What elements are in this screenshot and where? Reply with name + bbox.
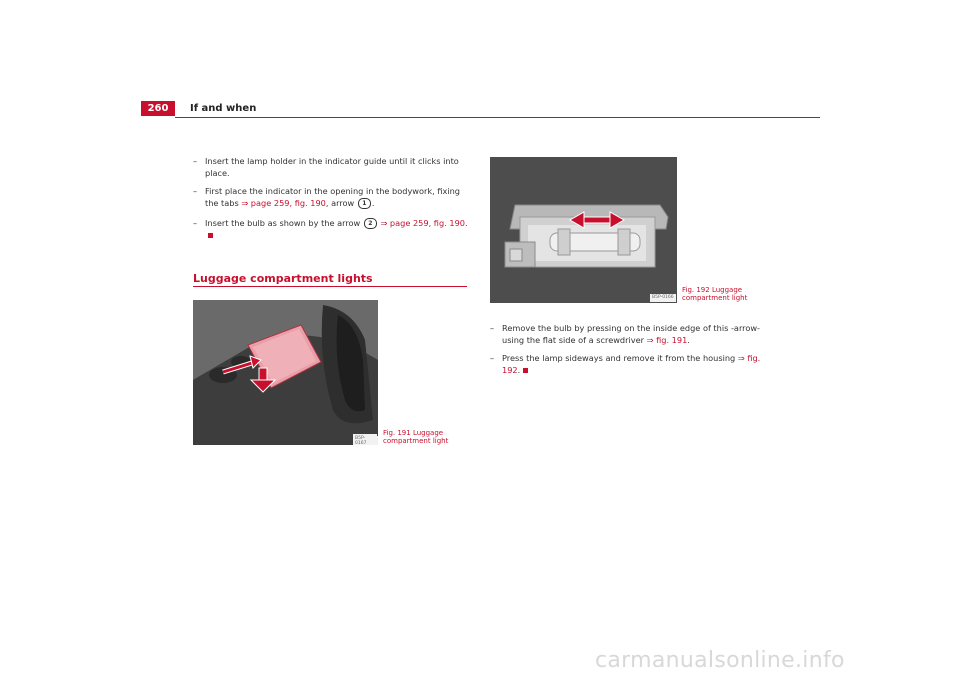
figure-191-caption: [383, 429, 473, 445]
step-text: [205, 217, 469, 241]
step-dash: –: [193, 218, 198, 228]
header-rule: [175, 117, 820, 118]
figure-ref-link[interactable]: ⇒ fig. 191: [646, 335, 688, 345]
step-text-part: , arrow: [325, 198, 357, 208]
caption-line: Fig. 192 Luggage: [682, 286, 743, 294]
step-text-part: .: [517, 365, 521, 375]
step-place-indicator: [193, 185, 469, 211]
page-ref-link[interactable]: ⇒ page 259, fig. 190: [380, 218, 465, 228]
figure-code: B5P-0167: [353, 436, 378, 445]
step-text-part: Insert the bulb as shown by the arrow: [205, 218, 363, 228]
step-dash: –: [490, 353, 495, 363]
callout-marker: 1: [358, 198, 371, 209]
step-text: [205, 185, 469, 209]
luggage-light-illustration: [193, 300, 378, 445]
page-ref-link[interactable]: ⇒ page 259, fig. 190: [241, 198, 326, 208]
step-text: Insert the lamp holder in the indicator guide until it clicks into place.: [205, 156, 459, 178]
figure-code: B5P-0166: [652, 295, 674, 300]
figure-192-image: [490, 157, 677, 303]
step-dash: –: [490, 323, 495, 333]
step-text-part: First place the indicator in the opening in the bodywork, fixing the tabs: [205, 186, 460, 208]
step-text-part: Remove the bulb by pressing on the inside edge of this -arrow- using the flat side of a screwdriver: [502, 323, 761, 345]
page-number: 260: [141, 101, 175, 116]
step-insert-lamp-holder: [193, 155, 469, 181]
step-text: [502, 322, 775, 346]
figure-192-caption: [682, 286, 772, 302]
watermark: carmanualsonline.info: [595, 648, 845, 673]
figure-191-image: [193, 300, 378, 445]
figure-ref-link[interactable]: ⇒ fig. 192: [502, 353, 761, 375]
caption-line: compartment light: [682, 294, 748, 302]
step-text-part: .: [687, 335, 690, 345]
step-dash: –: [193, 156, 198, 166]
section-rule: [193, 286, 467, 287]
step-text-part: .: [371, 198, 375, 208]
end-of-section-icon: [208, 233, 213, 238]
step-press-lamp-sideways: [490, 352, 775, 378]
step-text-part: .: [465, 218, 468, 228]
step-dash: –: [193, 186, 198, 196]
caption-line: Fig. 191 Luggage: [383, 429, 444, 437]
header-title: If and when: [190, 103, 257, 114]
caption-line: compartment light: [383, 437, 449, 445]
step-text-part: Press the lamp sideways and remove it from the housing: [502, 353, 738, 363]
callout-marker: 2: [364, 218, 377, 229]
end-of-section-icon: [523, 368, 528, 373]
lamp-housing-illustration: [490, 157, 677, 303]
section-title: Luggage compartment lights: [193, 272, 373, 285]
step-remove-bulb: [490, 322, 775, 348]
step-insert-bulb: [193, 217, 469, 243]
step-text: [502, 352, 775, 376]
